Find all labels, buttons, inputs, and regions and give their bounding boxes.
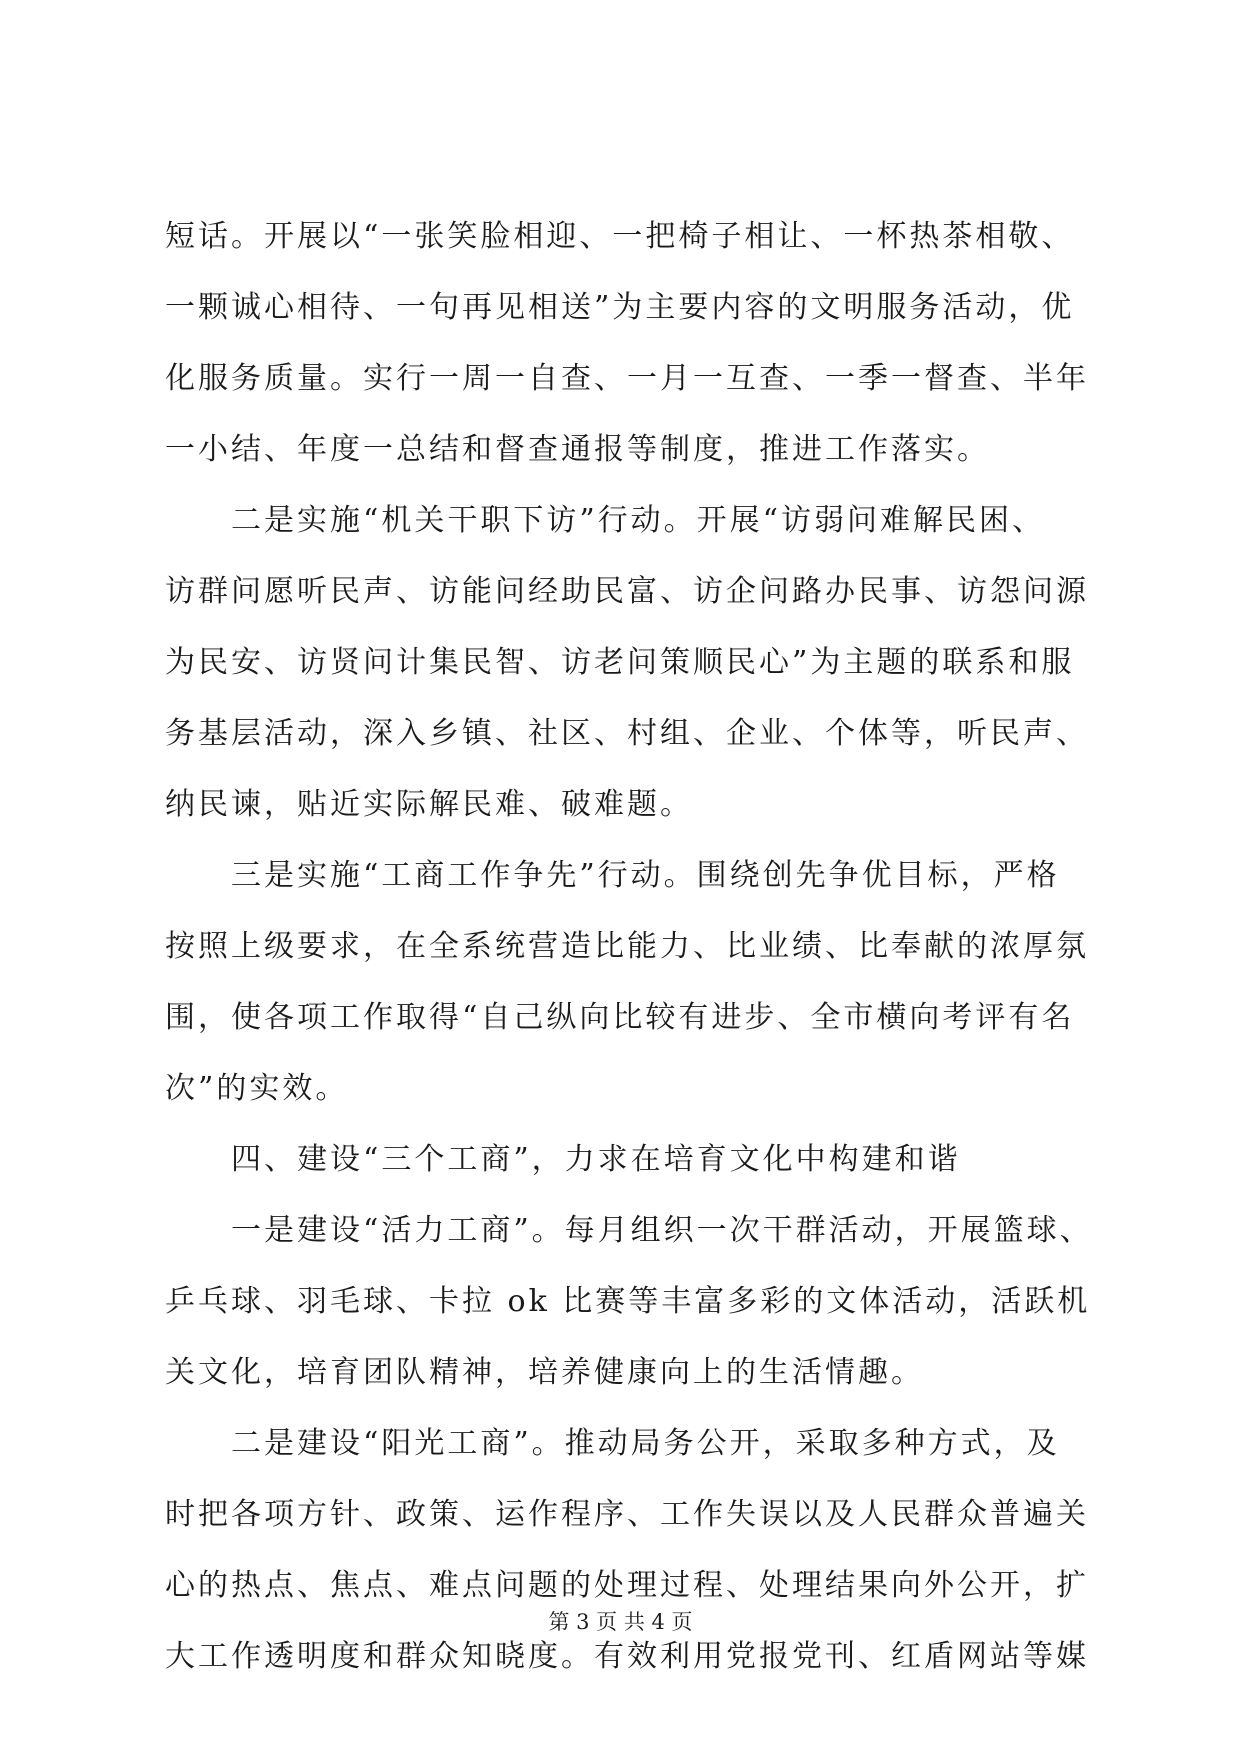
body-line: 心的热点、焦点、难点问题的处理过程、处理结果向外公开，扩 [165, 1568, 1089, 1603]
body-line: 时把各项方针、政策、运作程序、工作失误以及人民群众普遍关 [165, 1497, 1089, 1532]
body-line: 访群问愿听民声、访能问经助民富、访企问路办民事、访怨问源 [165, 574, 1089, 609]
page-number-footer: 第 3 页 共 4 页 [548, 1610, 693, 1634]
body-line: 围，使各项工作取得“自己纵向比较有进步、全市横向考评有名 [165, 1000, 1075, 1035]
body-line: 乒乓球、羽毛球、卡拉 ok 比赛等丰富多彩的文体活动，活跃机 [165, 1284, 1091, 1319]
body-line: 二是实施“机关干职下访”行动。开展“访弱问难解民困、 [231, 503, 1046, 538]
body-line: 次”的实效。 [165, 1071, 349, 1106]
body-line: 三是实施“工商工作争先”行动。围绕创先争优目标，严格 [231, 858, 1060, 893]
body-line: 一小结、年度一总结和督查通报等制度，推进工作落实。 [165, 432, 990, 467]
document-body [165, 201, 1093, 1692]
section-heading: 四、建设“三个工商”，力求在培育文化中构建和谐 [231, 1142, 961, 1177]
body-line: 化服务质量。实行一周一自查、一月一互查、一季一督查、半年 [165, 361, 1089, 396]
body-line: 为民安、访贤问计集民智、访老问策顺民心”为主题的联系和服 [165, 645, 1075, 680]
body-line: 关文化，培育团队精神，培养健康向上的生活情趣。 [165, 1355, 924, 1390]
body-line: 二是建设“阳光工商”。推动局务公开，采取多种方式，及 [231, 1426, 1060, 1461]
body-line: 按照上级要求，在全系统营造比能力、比业绩、比奉献的浓厚氛 [165, 929, 1089, 964]
body-line: 纳民谏，贴近实际解民难、破难题。 [165, 787, 693, 822]
body-line: 一颗诚心相待、一句再见相送”为主要内容的文明服务活动，优 [165, 290, 1075, 325]
body-line: 务基层活动，深入乡镇、社区、村组、企业、个体等，听民声、 [165, 716, 1089, 751]
body-line: 短话。开展以“一张笑脸相迎、一把椅子相让、一杯热茶相敬、 [165, 219, 1075, 254]
body-line: 大工作透明度和群众知晓度。有效利用党报党刊、红盾网站等媒 [165, 1639, 1089, 1674]
body-line: 一是建设“活力工商”。每月组织一次干群活动，开展篮球、 [231, 1213, 1093, 1248]
